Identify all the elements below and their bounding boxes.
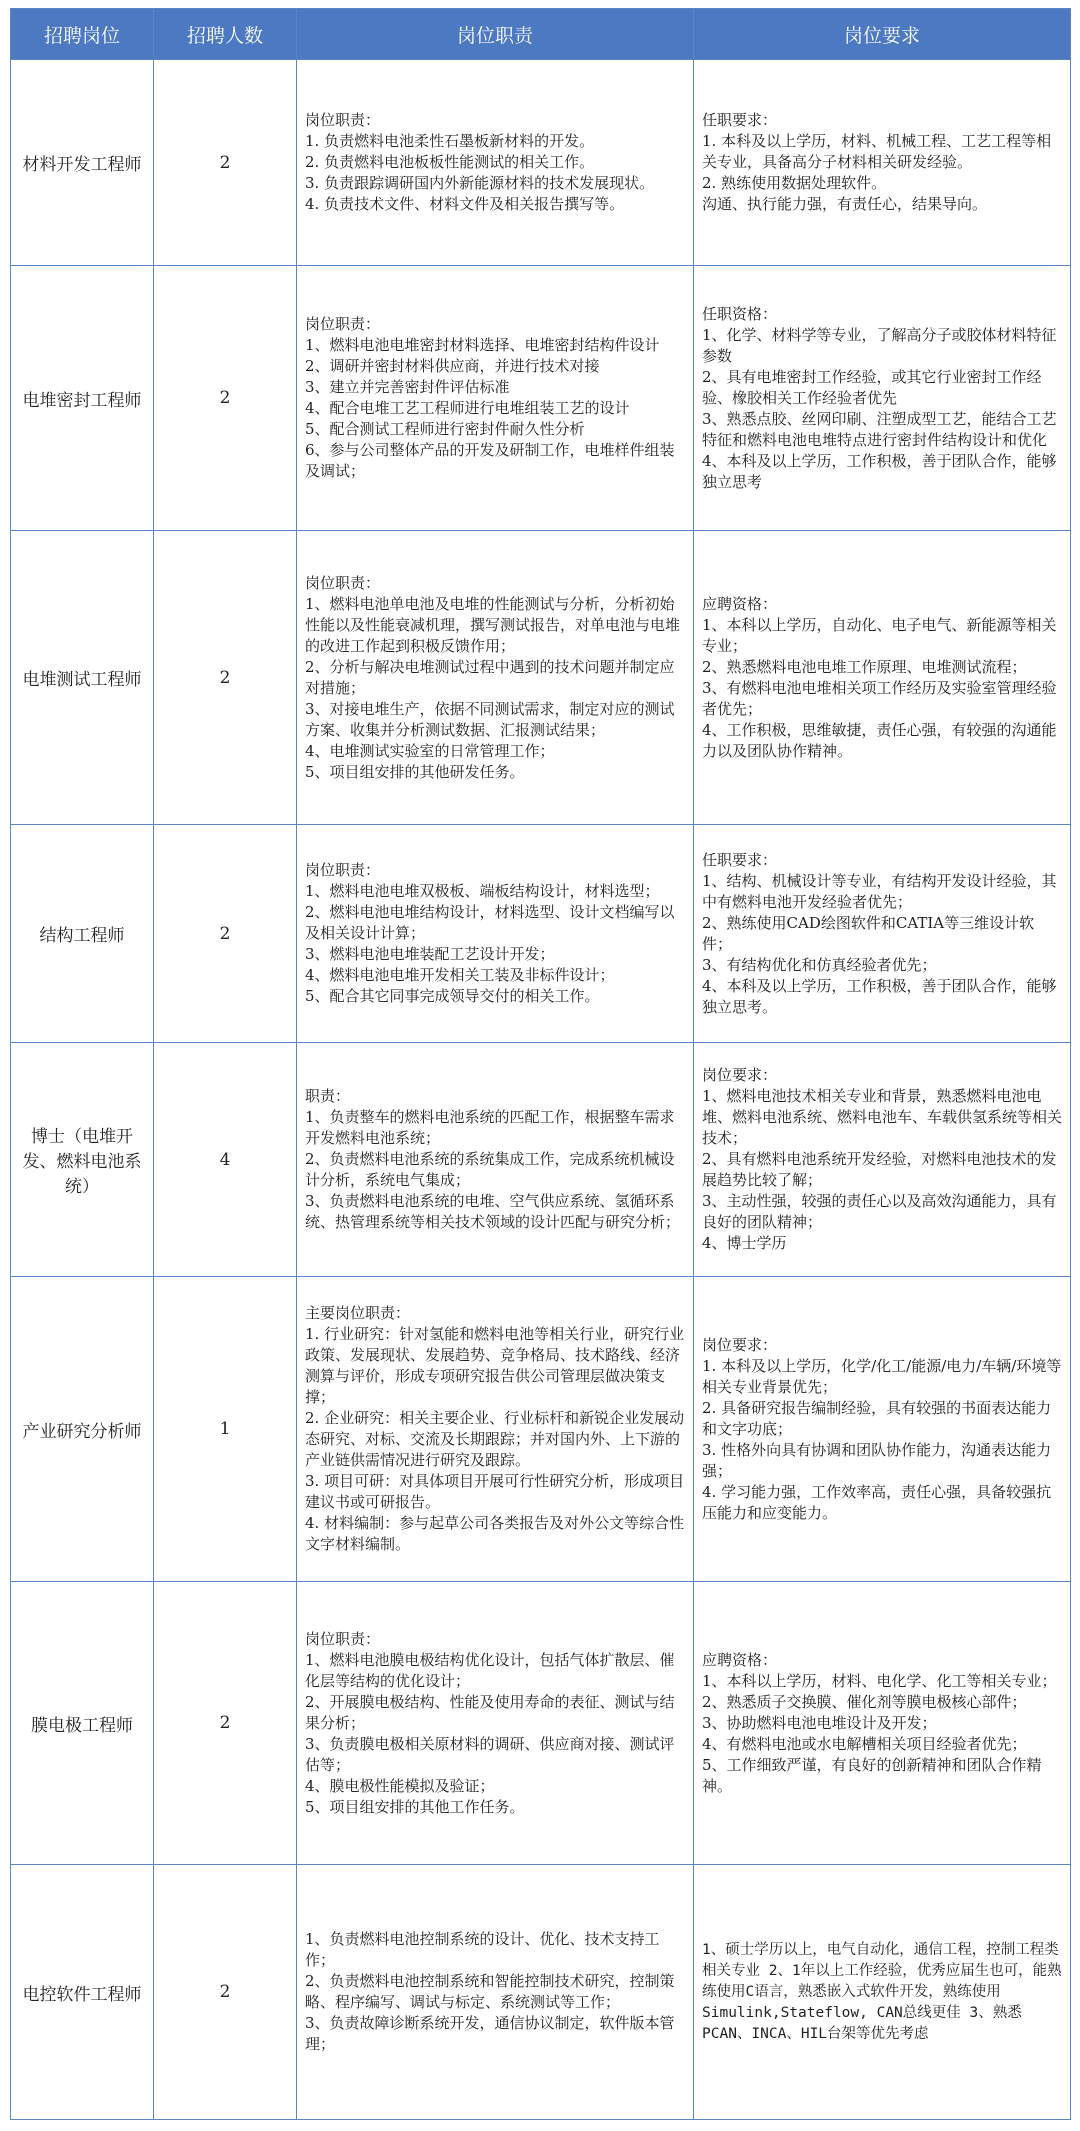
table-row [11,60,1071,266]
position-cell: 膜电极工程师 [11,1582,154,1865]
position-cell: 电堆密封工程师 [11,266,154,531]
table-row [11,1043,1071,1277]
table-header [11,9,1071,60]
duties-text: 主要岗位职责： 1. 行业研究：针对氢能和燃料电池等相关行业，研究行业政策、发展现状、发展趋势、竞争格局、技术路线、经济测算与评价，形成专项研究报告供公司管理层做决策支撑； 2. 企业研究：相关主要企业、行业标杆和新锐企业发展动态研究、对标、交流及长期跟踪；并对国内外、上下游的产业链供需情况进行研究及跟踪。 3. 项目可研：对具体项目开展可行性研究分析，形成项目建议书或可研报告。 4. 材料编制：参与起草公司各类报告及对外公文等综合性文字材料编制。 [305,1304,685,1553]
requirements-text: 应聘资格： 1、本科以上学历，自动化、电子电气、新能源等相关专业； 2、熟悉燃料电池电堆工作原理、电堆测试流程； 3、有燃料电池电堆相关项工作经历及实验室管理经验者优先； 4、工作积极，思维敏捷，责任心强，有较强的沟通能力以及团队协作精神。 [702,594,1057,760]
requirements-text: 任职要求： 1. 本科及以上学历，材料、机械工程、工艺工程等相关专业，具备高分子材料相关研发经验。 2. 熟练使用数据处理软件。 沟通、执行能力强，有责任心，结果导向。 [702,111,1052,213]
duties-cell [297,1865,694,2120]
duties-cell [297,266,694,531]
duties-text: 岗位职责： 1、燃料电池单电池及电堆的性能测试与分析，分析初始性能以及性能衰减机理，撰写测试报告，对单电池与电堆的改进工作起到积极反馈作用； 2、分析与解决电堆测试过程中遇到的技术问题并制定应对措施； 3、对接电堆生产，依据不同测试需求，制定对应的测试方案、收集并分析测试数据、汇报测试结果； 4、电堆测试实验室的日常管理工作； 5、项目组安排的其他研发任务。 [305,573,681,781]
duties-cell [297,1582,694,1865]
requirements-cell [694,60,1071,266]
requirements-cell [694,1277,1071,1582]
count-cell: 2 [154,60,297,266]
count-cell: 4 [154,1043,297,1277]
duties-text: 职责： 1、负责整车的燃料电池系统的匹配工作，根据整车需求开发燃料电池系统； 2、负责燃料电池系统的系统集成工作，完成系统机械设计分析，系统电气集成； 3、负责燃料电池系统的电堆、空气供应系统、氢循环系统、热管理系统等相关技术领域的设计匹配与研究分析； [305,1087,681,1231]
requirements-cell [694,1043,1071,1277]
recruitment-table [10,8,1071,2120]
requirements-text: 岗位要求： 1. 本科及以上学历，化学/化工/能源/电力/车辆/环境等相关专业背景优先； 2. 具备研究报告编制经验，具有较强的书面表达能力和文字功底； 3. 性格外向具有协调和团队协作能力，沟通表达能力强； 4. 学习能力强，工作效率高，责任心强，具备较强抗压能力和应变能力。 [702,1335,1062,1522]
header-count: 招聘人数 [154,9,297,60]
count-cell: 2 [154,531,297,825]
position-cell: 电堆测试工程师 [11,531,154,825]
table-row [11,531,1071,825]
count-cell: 2 [154,266,297,531]
duties-text: 1、负责燃料电池控制系统的设计、优化、技术支持工作； 2、负责燃料电池控制系统和智能控制技术研究，控制策略、程序编写、调试与标定、系统测试等工作； 3、负责故障诊断系统开发，通信协议制定，软件版本管理； [305,1930,675,2053]
duties-cell [297,1043,694,1277]
count-cell: 2 [154,1865,297,2120]
requirements-cell [694,825,1071,1043]
header-duties: 岗位职责 [297,9,694,60]
duties-cell [297,60,694,266]
header-position: 招聘岗位 [11,9,154,60]
requirements-text: 岗位要求： 1、燃料电池技术相关专业和背景，熟悉燃料电池电堆、燃料电池系统、燃料电池车、车载供氢系统等相关技术； 2、具有燃料电池系统开发经验，对燃料电池技术的发展趋势比较了解； 3、主动性强，较强的责任心以及高效沟通能力，具有良好的团队精神； 4、博士学历 [702,1066,1063,1252]
table-row [11,1865,1071,2120]
duties-cell [297,531,694,825]
count-cell: 1 [154,1277,297,1582]
duties-text: 岗位职责： 1、燃料电池电堆双极板、端板结构设计，材料选型； 2、燃料电池电堆结构设计，材料选型、设计文档编写以及相关设计计算； 3、燃料电池电堆装配工艺设计开发； 4、燃料电池电堆开发相关工装及非标件设计； 5、配合其它同事完成领导交付的相关工作。 [305,861,675,1005]
duties-cell [297,1277,694,1582]
requirements-cell [694,1582,1071,1865]
requirements-cell [694,266,1071,531]
requirements-text: 1、硕士学历以上，电气自动化，通信工程，控制工程类相关专业 2、1年以上工作经验，优秀应届生也可，能熟练使用C语言，熟悉嵌入式软件开发，熟练使用Simulink,Stateflow, CAN总线更佳 3、熟悉PCAN、INCA、HIL台架等优先考虑 [702,1941,1062,2042]
requirements-text: 任职资格： 1、化学、材料学等专业，了解高分子或胶体材料特征参数 2、具有电堆密封工作经验，或其它行业密封工作经验、橡胶相关工作经验者优先 3、熟悉点胶、丝网印刷、注塑成型工艺，能结合工艺特征和燃料电池电堆特点进行密封件结构设计和优化 4、本科及以上学历，工作积极，善于团队合作，能够独立思考 [702,304,1057,491]
duties-cell [297,825,694,1043]
position-cell: 材料开发工程师 [11,60,154,266]
header-requirements: 岗位要求 [694,9,1071,60]
position-cell: 产业研究分析师 [11,1277,154,1582]
requirements-cell [694,531,1071,825]
position-cell: 电控软件工程师 [11,1865,154,2120]
duties-text: 岗位职责： 1、燃料电池膜电极结构优化设计，包括气体扩散层、催化层等结构的优化设计； 2、开展膜电极结构、性能及使用寿命的表征、测试与结果分析； 3、负责膜电极相关原材料的调研、供应商对接、测试评估等； 4、膜电极性能模拟及验证； 5、项目组安排的其他工作任务。 [305,1629,675,1816]
position-cell: 博士（电堆开发、燃料电池系统） [11,1043,154,1277]
requirements-text: 任职要求： 1、结构、机械设计等专业，有结构开发设计经验，其中有燃料电池开发经验者优先； 2、熟练使用CAD绘图软件和CATIA等三维设计软件； 3、有结构优化和仿真经验者优先； 4、本科及以上学历，工作积极，善于团队合作，能够独立思考。 [702,850,1057,1016]
position-cell: 结构工程师 [11,825,154,1043]
count-cell: 2 [154,825,297,1043]
table-row [11,266,1071,531]
duties-text: 岗位职责： 1. 负责燃料电池柔性石墨板新材料的开发。 2. 负责燃料电池板板性能测试的相关工作。 3. 负责跟踪调研国内外新能源材料的技术发展现状。 4. 负责技术文件、材料文件及相关报告撰写等。 [305,111,655,213]
duties-text: 岗位职责： 1、燃料电池电堆密封材料选择、电堆密封结构件设计 2、调研并密封材料供应商，并进行技术对接 3、建立并完善密封件评估标准 4、配合电堆工艺工程师进行电堆组装工艺的设计 5、配合测试工程师进行密封件耐久性分析 6、参与公司整体产品的开发及研制工作，电堆样件组装及调试； [305,315,675,480]
requirements-text: 应聘资格： 1、本科以上学历，材料、电化学、化工等相关专业； 2、熟悉质子交换膜、催化剂等膜电极核心部件； 3、协助燃料电池电堆设计及开发； 4、有燃料电池或水电解槽相关项目经验者优先； 5、工作细致严谨，有良好的创新精神和团队合作精神。 [702,1650,1057,1795]
count-cell: 2 [154,1582,297,1865]
requirements-cell [694,1865,1071,2120]
table-row [11,825,1071,1043]
table-row [11,1277,1071,1582]
table-row [11,1582,1071,1865]
